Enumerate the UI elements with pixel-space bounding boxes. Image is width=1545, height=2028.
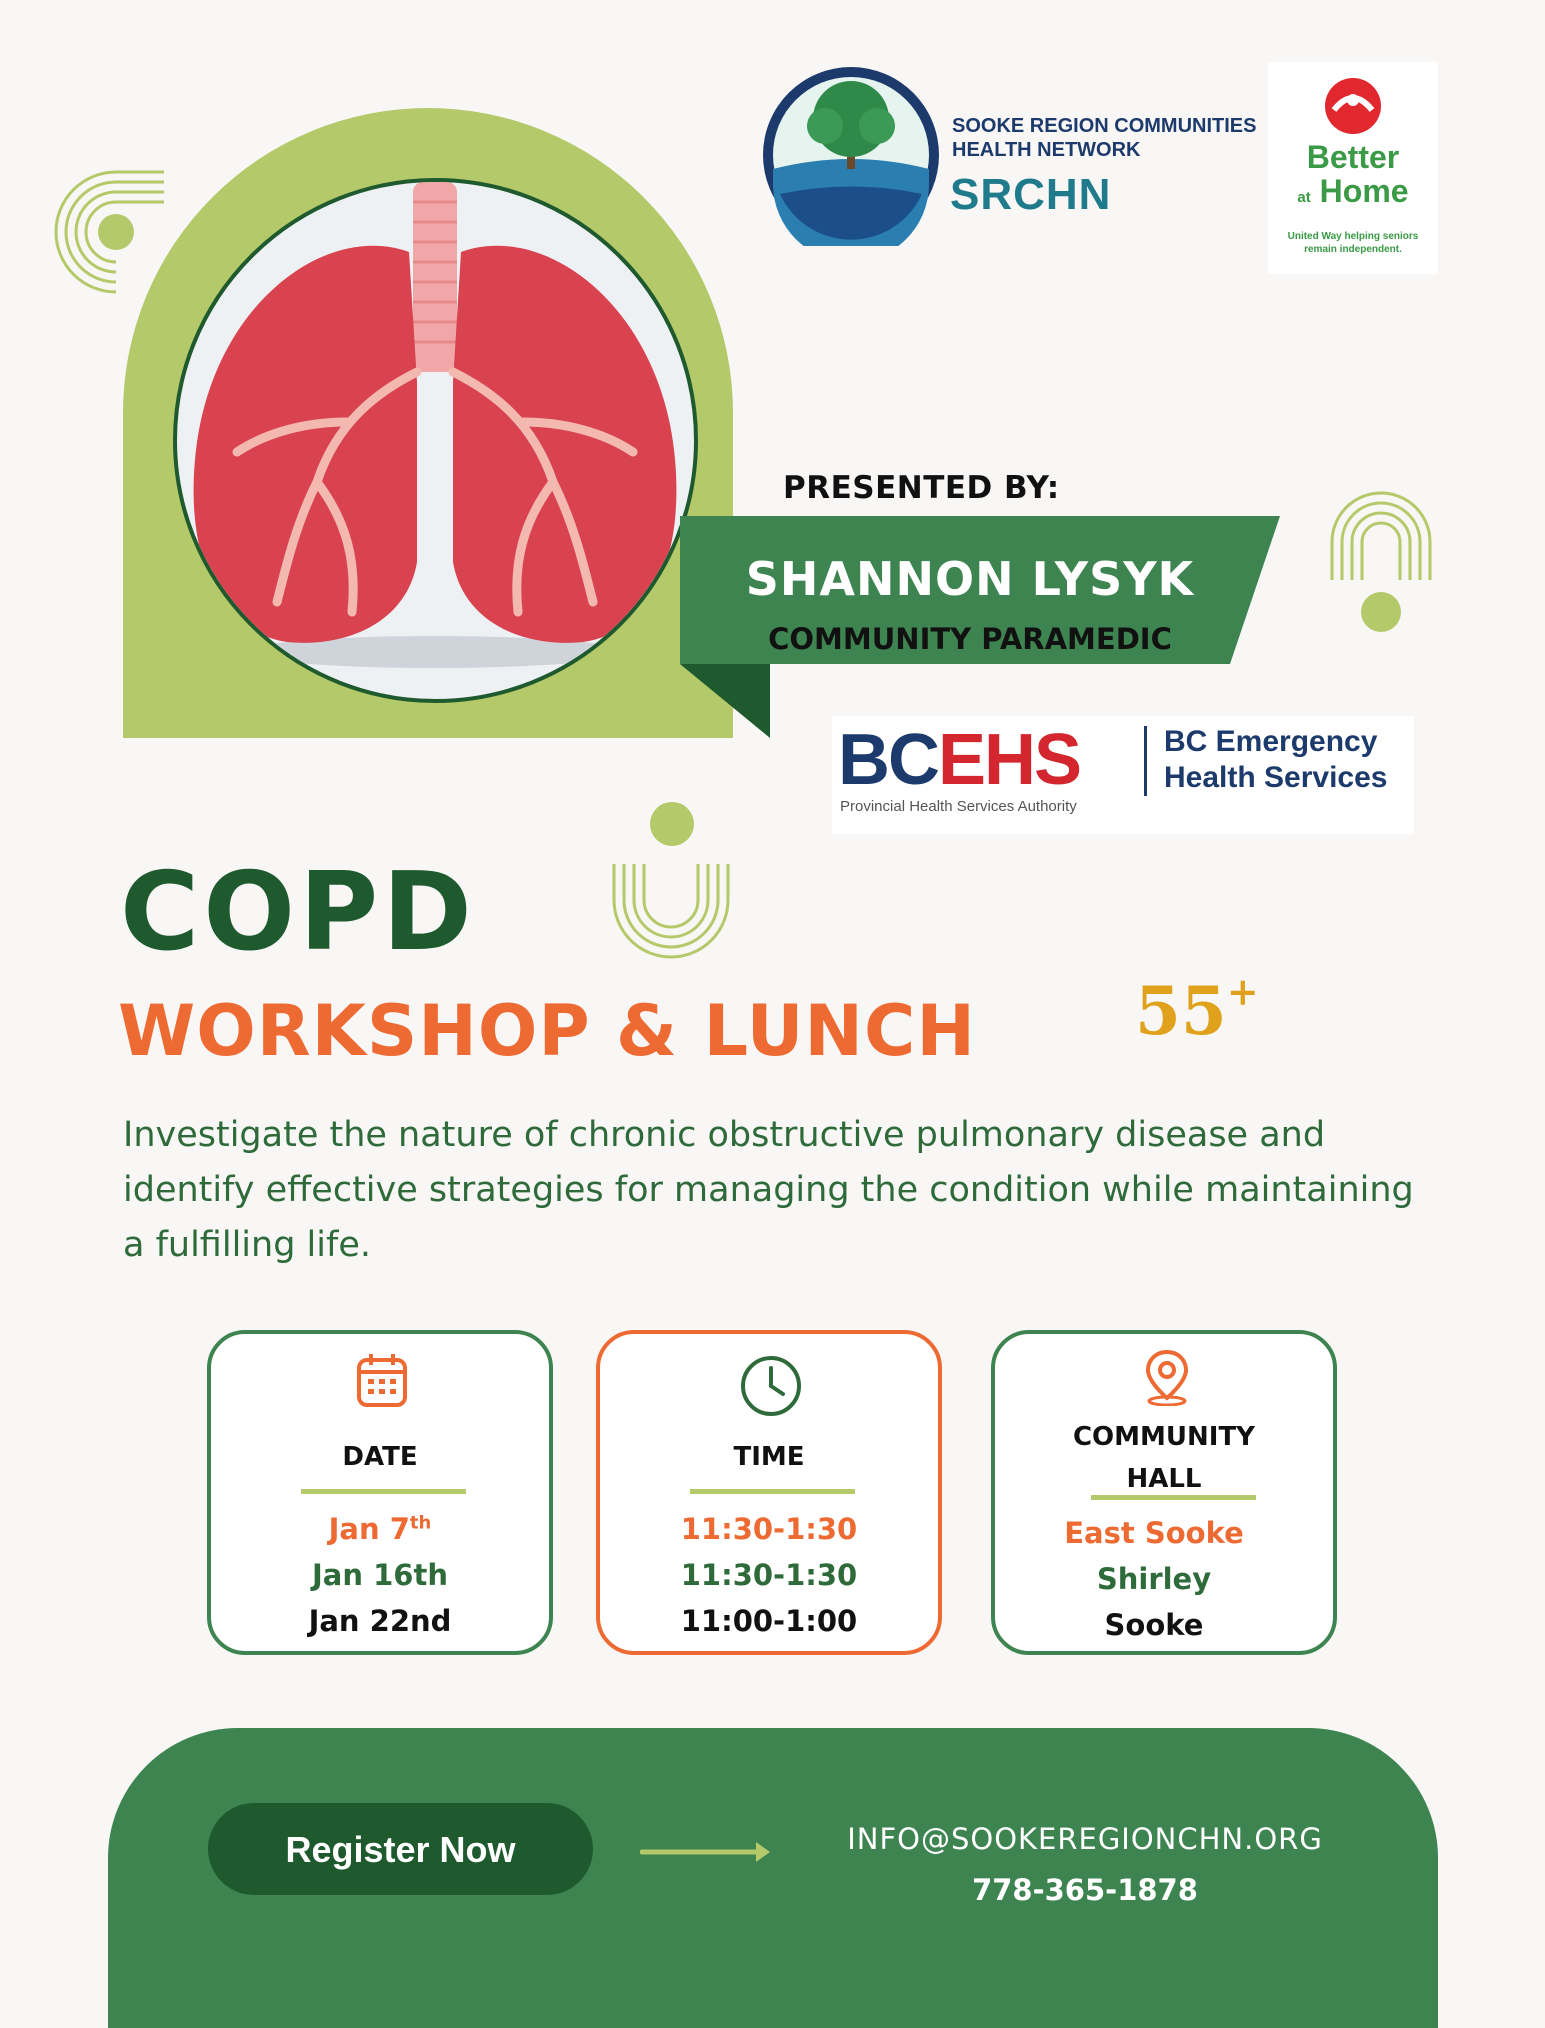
event-subtitle: WORKSHOP & LUNCH: [118, 990, 976, 1072]
bah-word-better: Better: [1306, 139, 1400, 175]
presenter-role: COMMUNITY PARAMEDIC: [768, 622, 1172, 656]
srchn-logo: [760, 64, 942, 250]
location-card-rule: [1091, 1495, 1256, 1500]
bcehs-acronym-bc: BC: [838, 720, 938, 800]
bah-tagline-1: United Way helping seniors: [1287, 231, 1419, 242]
bcehs-divider: [1144, 726, 1147, 796]
srchn-abbrev: SRCHN: [950, 170, 1112, 219]
contact-email[interactable]: INFO@SOOKEREGIONCHN.ORG: [847, 1822, 1323, 1856]
decorative-arc-middle: [610, 800, 732, 960]
date-card-rule: [301, 1489, 466, 1494]
location-line-3: Sooke: [1104, 1608, 1204, 1642]
location-pin-icon: [1141, 1348, 1193, 1406]
lungs-image: [173, 178, 698, 703]
event-description: Investigate the nature of chronic obstructive pulmonary disease and identify effective strategies for managing the condition while maintaining a fulfilling life.: [123, 1115, 1414, 1265]
time-line-2: 11:30-1:30: [680, 1558, 858, 1592]
contact-phone[interactable]: 778-365-1878: [972, 1873, 1198, 1907]
bcehs-logo: [832, 716, 1414, 834]
decorative-arc-left: [52, 168, 164, 294]
location-card-title: COMMUNITY HALL: [1072, 1422, 1256, 1494]
srchn-name: SOOKE REGION COMMUNITIES HEALTH NETWORK: [952, 115, 1257, 161]
decorative-arc-right: [1328, 490, 1434, 636]
presenter-name: SHANNON LYSYK: [745, 552, 1195, 606]
date-line-3: Jan 22nd: [308, 1604, 452, 1638]
date-card: [207, 1330, 553, 1655]
united-way-hand-icon: [1320, 76, 1386, 136]
arrow-right-icon: [640, 1838, 772, 1866]
time-card: [596, 1330, 942, 1655]
age-badge: 55+: [1135, 969, 1259, 1050]
bah-tagline-2: remain independent.: [1304, 244, 1402, 255]
date-line-1: Jan 7th: [328, 1512, 432, 1546]
clock-icon: [739, 1354, 803, 1418]
date-card-title: DATE: [342, 1442, 418, 1472]
register-now-button[interactable]: Register Now: [208, 1803, 593, 1895]
presented-by-heading: PRESENTED BY:: [783, 470, 1060, 506]
event-title: COPD: [120, 850, 476, 975]
bah-word-home: Home: [1319, 173, 1409, 209]
better-at-home-logo: [1268, 62, 1438, 274]
time-line-3: 11:00-1:00: [680, 1604, 858, 1638]
date-line-2: Jan 16th: [312, 1558, 448, 1592]
location-card: [991, 1330, 1337, 1655]
bah-word-at: at: [1297, 189, 1311, 206]
location-line-2: Shirley: [1096, 1562, 1212, 1596]
bcehs-name-1: BC Emergency: [1164, 725, 1378, 758]
bcehs-subtitle: Provincial Health Services Authority: [840, 798, 1077, 815]
bcehs-acronym-ehs: EHS: [938, 720, 1081, 800]
calendar-icon: [356, 1352, 408, 1408]
time-line-1: 11:30-1:30: [680, 1512, 858, 1546]
time-card-rule: [690, 1489, 855, 1494]
bcehs-name-2: Health Services: [1164, 761, 1388, 794]
time-card-title: TIME: [733, 1442, 805, 1472]
location-line-1: East Sooke: [1064, 1516, 1244, 1550]
